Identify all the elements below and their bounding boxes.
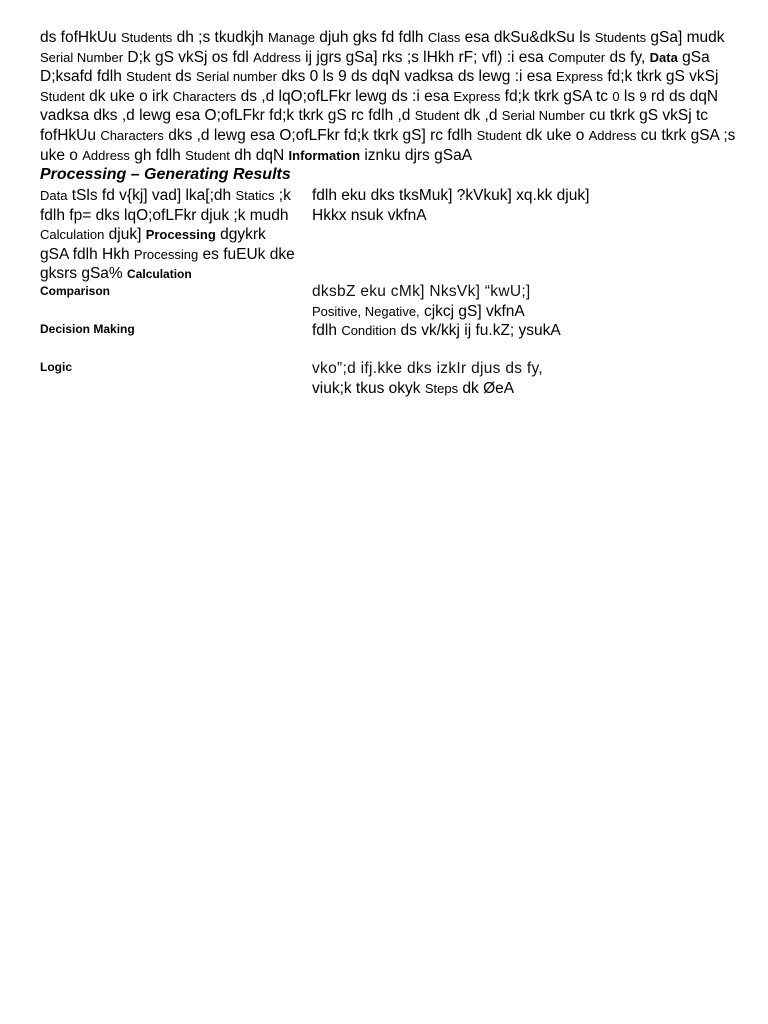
intro-text-run: dks ,d lewg esa O;ofLFkr fd;k tkrk gS] rc fdlh (163, 126, 477, 144)
row-desc-text-run: dk ØeA (458, 379, 515, 397)
intro-text-run: Address (588, 127, 637, 143)
intro-text-run: Serial Number (501, 108, 585, 124)
intro-text-run: Serial Number (40, 49, 124, 65)
intro-text-run: Express (453, 88, 501, 104)
row-desc-text-run: vko”;d ifj.kke dks izkIr djus ds fy, (312, 360, 544, 377)
intro-text-run: Characters (172, 88, 237, 104)
row-desc-text-run: viuk;k tkus okyk (312, 379, 425, 397)
row-desc-text-run: Condition (341, 323, 397, 338)
intro-paragraph (40, 28, 740, 165)
processing-definition (40, 186, 295, 285)
processing-text-run: Processing (133, 246, 199, 262)
intro-text-run: Student (185, 147, 230, 163)
intro-text-run: gh fdlh (129, 146, 186, 164)
comparison-description (312, 282, 602, 321)
intro-text-run: dk uke o irk (84, 87, 173, 105)
row-desc-text-run: Positive, Negative, (312, 303, 420, 319)
intro-text-run: cu tkrk gSA ;s uke o (40, 126, 736, 164)
processing-text-run: Statics (235, 188, 275, 203)
row-desc-text-run: cjkcj gS] vkfnA (419, 302, 525, 320)
comparison-label: Comparison (40, 284, 111, 298)
intro-text-run: Information (288, 147, 361, 163)
calculation-description: fdlh eku dks tksMuk] ?kVkuk] xq.kk djuk] Hkkx nsuk vkfnA (312, 187, 590, 224)
intro-text-run: Characters (100, 127, 164, 143)
intro-text-run: Student (40, 88, 85, 104)
processing-text-run: Processing (145, 227, 216, 243)
processing-text-run: Data (40, 188, 68, 203)
processing-text-run: dgykrk gSA fdlh Hkh (40, 226, 266, 263)
decision-making-label: Decision Making (40, 322, 135, 336)
processing-text-run: Calculation (127, 267, 192, 282)
intro-text-run: djuh gks fd fdlh (314, 29, 428, 46)
intro-text-run: ls (619, 87, 640, 105)
intro-text-run: Computer (548, 49, 606, 65)
intro-text-run: dh dqN (229, 146, 289, 164)
intro-text-run: Serial number (195, 69, 277, 85)
logic-label: Logic (40, 360, 72, 374)
intro-text-run: Address (253, 49, 301, 65)
intro-text-run: dk ,d (459, 107, 502, 125)
row-desc-text-run: ds vk/kkj ij fu.kZ; ysukA (396, 322, 561, 339)
intro-text-run: dks 0 ls 9 ds dqN vadksa ds lewg :i esa (276, 68, 557, 86)
intro-text-run: ds fy, (605, 48, 650, 66)
intro-text-run: ds ,d lqO;ofLFkr lewg ds :i esa (236, 87, 454, 105)
row-desc-text-run: fdlh (312, 322, 342, 339)
intro-text-run: cu tkrk gS vkSj tc fofHkUu (40, 107, 709, 144)
row-desc-text-run: dksbZ eku cMk] NksVk] “kwU;] (312, 283, 531, 300)
processing-text-run: tSls fd v{kj] vad] lka[;dh (67, 187, 236, 204)
intro-text-run: gSa D;ksafd fdlh (40, 48, 710, 86)
intro-text-run: Manage (267, 30, 315, 45)
intro-text-run: 0 (612, 88, 620, 104)
intro-text-run: Data (649, 49, 678, 65)
intro-text-run: Express (556, 69, 604, 85)
intro-text-run: ds fofHkUu (40, 29, 121, 46)
intro-text-run: Address (82, 147, 130, 163)
intro-text-run: ij jgrs gSa] rks ;s lHkh rF; vfl) :i esa (300, 48, 549, 66)
intro-text-run: Student (126, 69, 171, 85)
intro-text-run: ds (170, 68, 196, 86)
processing-text-run: djuk] (104, 226, 146, 244)
intro-text-run: 9 (639, 88, 647, 104)
intro-text-run: esa dkSu&dkSu ls (460, 29, 595, 46)
intro-text-run: dh ;s tkudkjh (172, 29, 268, 46)
row-desc-text-run: Steps (424, 380, 459, 396)
intro-text-run: Students (594, 30, 647, 45)
intro-text-run: iznku djrs gSaA (360, 146, 473, 164)
processing-text-run: es fuEUk dke gksrs gSa% (40, 245, 295, 283)
section-heading: Processing – Generating Results (40, 166, 291, 183)
intro-text-run: Students (120, 30, 173, 45)
intro-text-run: D;k gS vkSj os fdl (123, 48, 254, 66)
intro-text-run: fd;k tkrk gSA tc (500, 87, 613, 105)
processing-text-run: Calculation (40, 227, 105, 243)
decision-making-description (312, 321, 602, 341)
intro-text-run: Class (427, 30, 461, 45)
intro-text-run: fd;k tkrk gS vkSj (603, 68, 719, 86)
intro-text-run: dk uke o (521, 126, 589, 144)
processing-text-run: ;k fdlh fp= dks lqO;ofLFkr djuk ;k mudh (40, 187, 291, 224)
intro-text-run: Student (476, 127, 522, 143)
intro-text-run: Student (414, 108, 460, 124)
intro-text-run: gSa] mudk (646, 29, 725, 46)
intro-text-run: rd ds dqN vadksa dks ,d lewg esa O;ofLFkr fd;k tkrk gS rc fdlh ,d (40, 87, 719, 125)
logic-description (312, 359, 602, 398)
